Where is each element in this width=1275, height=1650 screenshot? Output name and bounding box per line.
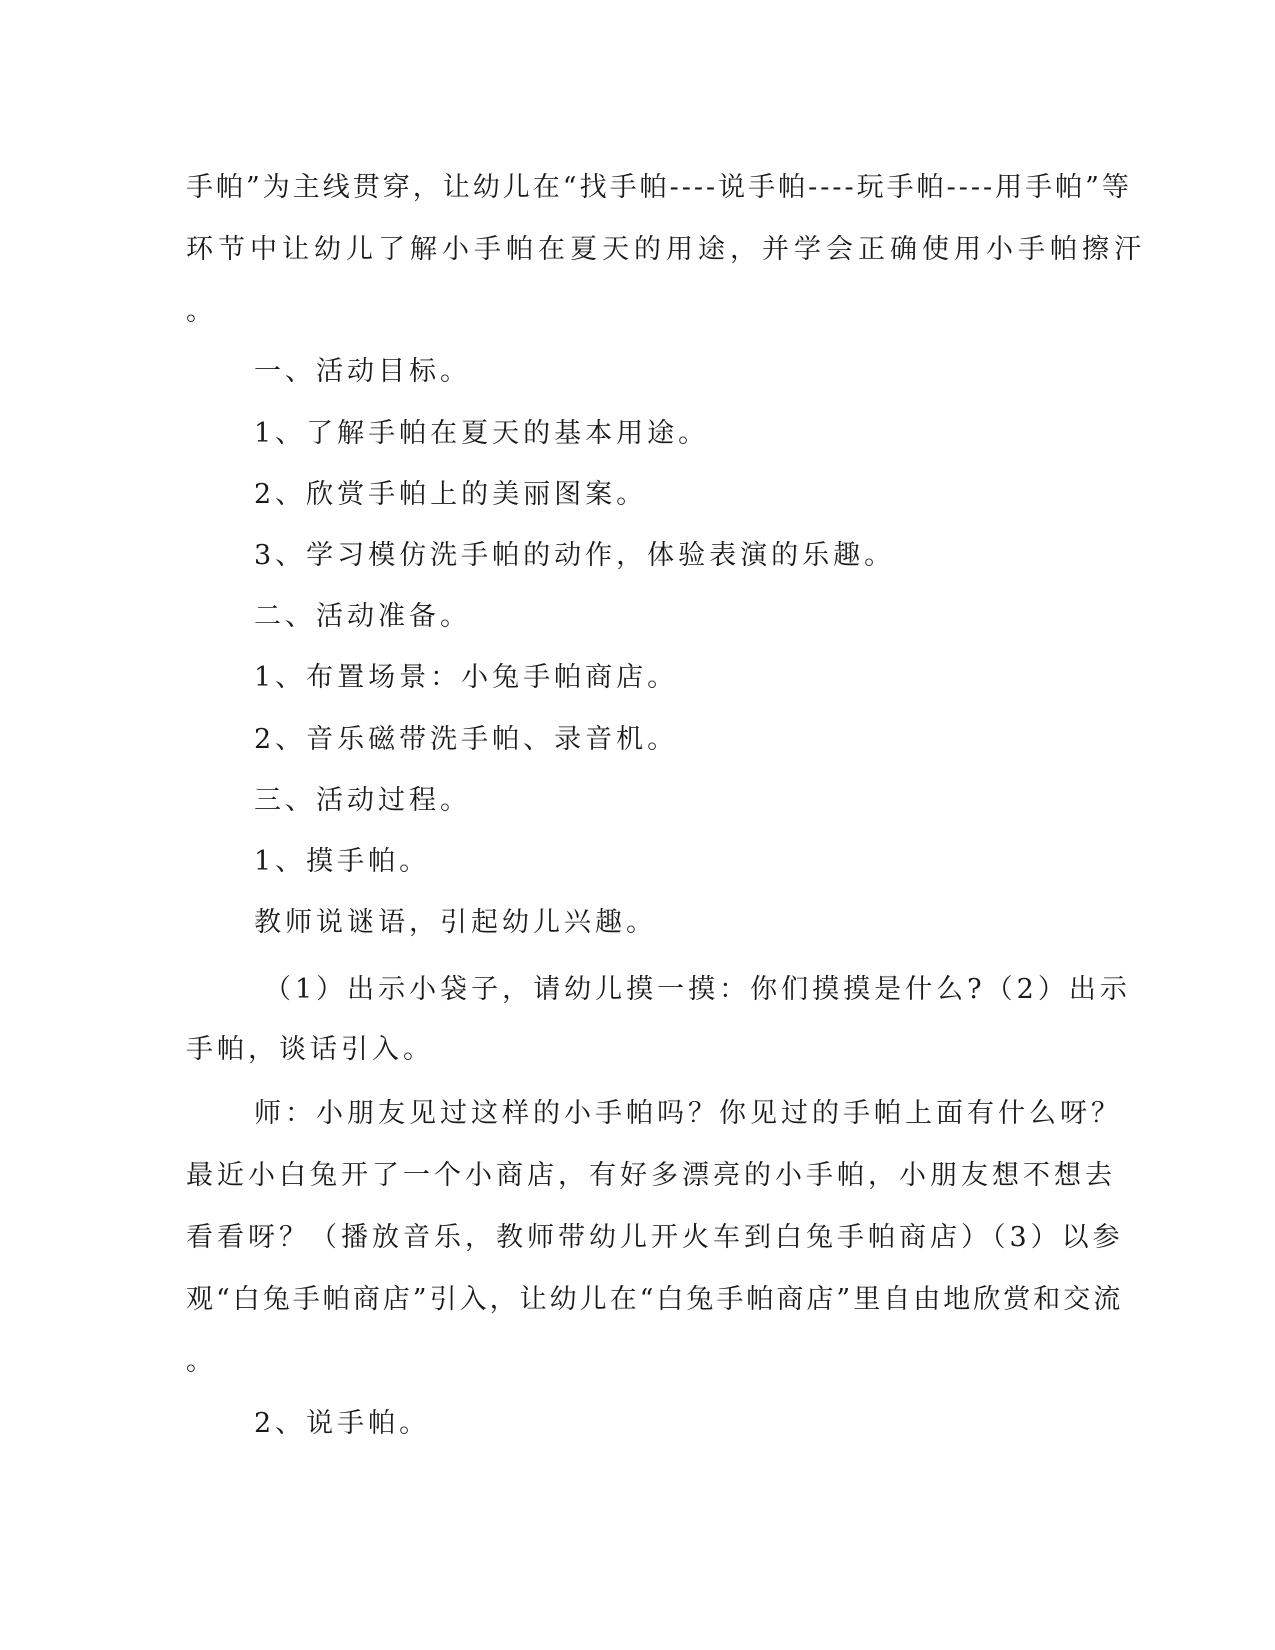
section-heading: 一、活动目标。	[254, 356, 471, 387]
list-item: 2、说手帕。	[254, 1408, 431, 1439]
text-line: 教师说谜语，引起幼儿兴趣。	[254, 907, 657, 938]
list-item: 3、学习模仿洗手帕的动作，体验表演的乐趣。	[254, 540, 896, 571]
list-item: 1、布置场景：小兔手帕商店。	[254, 662, 679, 693]
text-line: 手帕”为主线贯穿，让幼儿在“找手帕----说手帕----玩手帕----用手帕”等	[186, 172, 1132, 203]
text-line: 环节中让幼儿了解小手帕在夏天的用途，并学会正确使用小手帕擦汗	[186, 234, 1146, 265]
text-line: （1）出示小袋子，请幼儿摸一摸：你们摸摸是什么?（2）出示	[264, 974, 1131, 1005]
list-item: 1、了解手帕在夏天的基本用途。	[254, 418, 710, 449]
list-item: 1、摸手帕。	[254, 846, 431, 877]
text-line: 手帕，谈话引入。	[186, 1034, 434, 1065]
text-line: 最近小白兔开了一个小商店，有好多漂亮的小手帕，小朋友想不想去	[186, 1160, 1116, 1191]
section-heading: 三、活动过程。	[254, 785, 471, 816]
list-item: 2、音乐磁带洗手帕、录音机。	[254, 724, 679, 755]
list-item: 2、欣赏手帕上的美丽图案。	[254, 479, 648, 510]
text-line: 看看呀？（播放音乐，教师带幼儿开火车到白兔手帕商店）（3）以参	[186, 1222, 1124, 1253]
text-line: 。	[186, 296, 217, 327]
section-heading: 二、活动准备。	[254, 601, 471, 632]
text-line: 。	[186, 1346, 217, 1377]
text-line: 师：小朋友见过这样的小手帕吗？你见过的手帕上面有什么呀？	[254, 1098, 1122, 1129]
text-line: 观“白兔手帕商店”引入，让幼儿在“白兔手帕商店”里自由地欣赏和交流	[186, 1284, 1124, 1315]
